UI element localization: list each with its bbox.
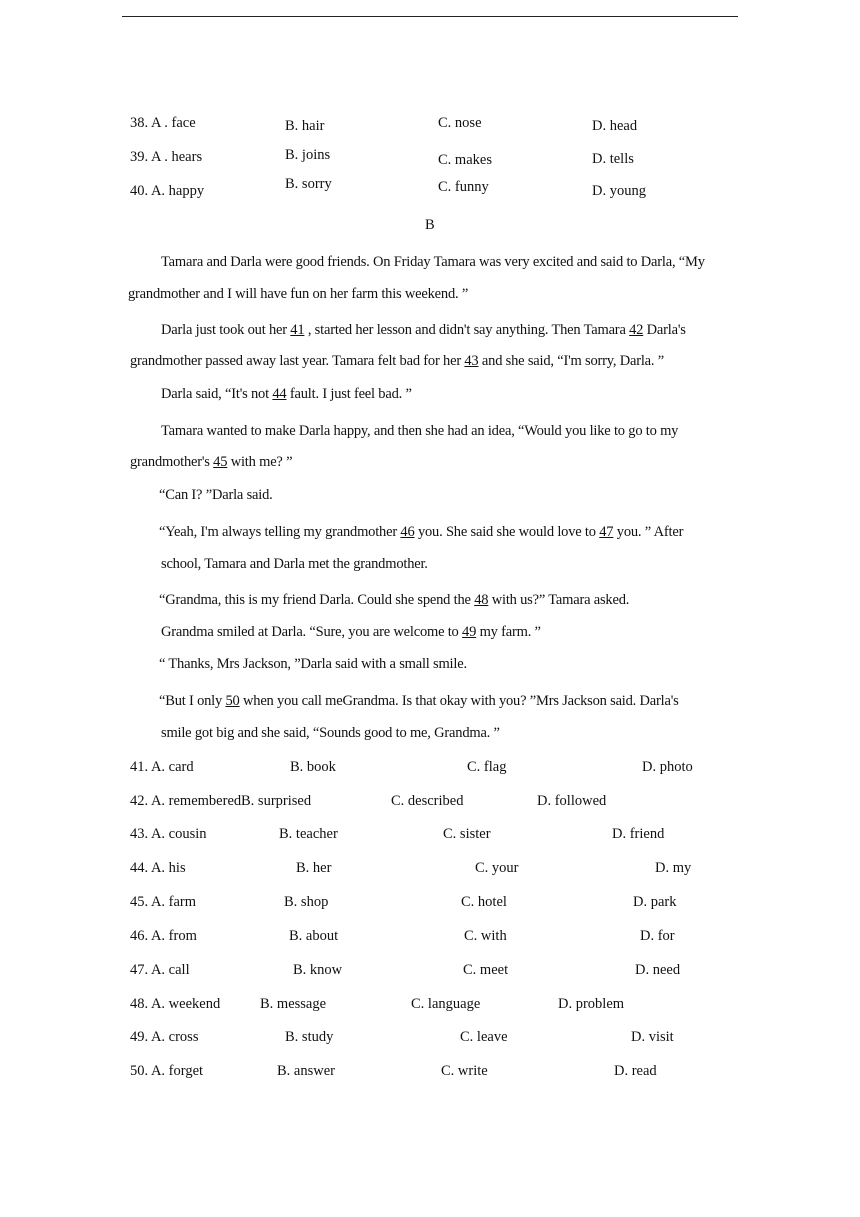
passage-line bbox=[161, 386, 412, 403]
q42-option-b: B. surprised bbox=[241, 793, 312, 809]
q38-option-b: B. hair bbox=[285, 118, 325, 134]
q48-option-a: 48. A. weekend bbox=[130, 996, 221, 1012]
passage-line: school, Tamara and Darla met the grandmother. bbox=[161, 556, 428, 572]
passage-text: when you call meGrandma. Is that okay with you? ”Mrs Jackson said. Darla's bbox=[239, 693, 679, 709]
q38-option-a: 38. A . face bbox=[130, 115, 196, 131]
q39-option-a: 39. A . hears bbox=[130, 149, 203, 165]
q46-option-d: D. for bbox=[640, 928, 675, 944]
q42-option-a: 42. A. remembered bbox=[130, 793, 242, 809]
q42-option-d: D. followed bbox=[537, 793, 607, 809]
passage-text: fault. I just feel bad. ” bbox=[286, 386, 412, 402]
q38-option-d: D. head bbox=[592, 118, 638, 134]
passage-text: Grandma smiled at Darla. “Sure, you are welcome to bbox=[161, 624, 463, 640]
passage-line: Tamara wanted to make Darla happy, and then she had an idea, “Would you like to go to my bbox=[161, 423, 679, 439]
q44-option-d: D. my bbox=[655, 860, 692, 876]
passage-text: with us?” Tamara asked. bbox=[488, 592, 630, 608]
q39-option-b: B. joins bbox=[285, 147, 331, 163]
q41-option-c: C. flag bbox=[467, 759, 507, 775]
q49-option-b: B. study bbox=[285, 1029, 334, 1045]
passage-line bbox=[159, 693, 679, 710]
q43-option-d: D. friend bbox=[612, 826, 665, 842]
q45-option-b: B. shop bbox=[284, 894, 329, 910]
section-heading: B bbox=[425, 217, 435, 233]
q47-option-b: B. know bbox=[293, 962, 343, 978]
q49-option-d: D. visit bbox=[631, 1029, 674, 1045]
q45-option-c: C. hotel bbox=[461, 894, 507, 910]
q47-option-d: D. need bbox=[635, 962, 681, 978]
q46-option-c: C. with bbox=[464, 928, 507, 944]
q40-option-c: C. funny bbox=[438, 179, 489, 195]
passage-text: grandmother's bbox=[130, 454, 214, 470]
q45-option-d: D. park bbox=[633, 894, 677, 910]
q47-option-a: 47. A. call bbox=[130, 962, 190, 978]
q46-option-b: B. about bbox=[289, 928, 339, 944]
passage-text: grandmother passed away last year. Tamara felt bad for her bbox=[130, 353, 465, 369]
q43-option-a: 43. A. cousin bbox=[130, 826, 207, 842]
q48-option-c: C. language bbox=[411, 996, 481, 1012]
q47-option-c: C. meet bbox=[463, 962, 509, 978]
q39-option-d: D. tells bbox=[592, 151, 634, 167]
q40-option-b: B. sorry bbox=[285, 176, 332, 192]
q46-option-a: 46. A. from bbox=[130, 928, 197, 944]
passage-line bbox=[130, 353, 664, 370]
passage-text: , started her lesson and didn't say anything. Then Tamara bbox=[304, 322, 630, 338]
q44-option-c: C. your bbox=[475, 860, 519, 876]
passage-text: you. She said she would love to bbox=[414, 524, 600, 540]
q42-option-c: C. described bbox=[391, 793, 464, 809]
blank-47: 47 bbox=[599, 524, 614, 540]
passage-text: “Yeah, I'm always telling my grandmother bbox=[159, 524, 401, 540]
passage-text: Darla said, “It's not bbox=[161, 386, 273, 402]
passage-line: Tamara and Darla were good friends. On Friday Tamara was very excited and said to Darla, “My bbox=[161, 254, 705, 270]
passage-text: my farm. ” bbox=[476, 624, 541, 640]
q43-option-c: C. sister bbox=[443, 826, 491, 842]
q50-option-b: B. answer bbox=[277, 1063, 335, 1079]
q43-option-b: B. teacher bbox=[279, 826, 338, 842]
passage-line bbox=[159, 524, 683, 541]
q50-option-a: 50. A. forget bbox=[130, 1063, 204, 1079]
passage-line bbox=[130, 454, 292, 471]
blank-48: 48 bbox=[474, 592, 489, 608]
q41-option-d: D. photo bbox=[642, 759, 693, 775]
q41-option-b: B. book bbox=[290, 759, 336, 775]
q49-option-c: C. leave bbox=[460, 1029, 508, 1045]
blank-49: 49 bbox=[462, 624, 477, 640]
blank-50: 50 bbox=[225, 693, 240, 709]
passage-text: you. ” After bbox=[613, 524, 684, 540]
passage-text: Darla's bbox=[643, 322, 686, 338]
blank-43: 43 bbox=[464, 353, 479, 369]
q48-option-b: B. message bbox=[260, 996, 327, 1012]
q39-option-c: C. makes bbox=[438, 152, 492, 168]
passage-line bbox=[161, 624, 541, 641]
passage-text: “Grandma, this is my friend Darla. Could she spend the bbox=[159, 592, 475, 608]
q40-option-d: D. young bbox=[592, 183, 646, 199]
passage-line bbox=[159, 592, 629, 609]
q50-option-c: C. write bbox=[441, 1063, 488, 1079]
passage-text: Darla just took out her bbox=[161, 322, 291, 338]
passage-line bbox=[161, 322, 686, 339]
q44-option-b: B. her bbox=[296, 860, 332, 876]
q48-option-d: D. problem bbox=[558, 996, 625, 1012]
passage-line: “Can I? ”Darla said. bbox=[159, 487, 273, 503]
passage-text: with me? ” bbox=[227, 454, 293, 470]
passage-line: smile got big and she said, “Sounds good to me, Grandma. ” bbox=[161, 725, 500, 741]
blank-44: 44 bbox=[272, 386, 287, 402]
q45-option-a: 45. A. farm bbox=[130, 894, 197, 910]
blank-41: 41 bbox=[290, 322, 305, 338]
q44-option-a: 44. A. his bbox=[130, 860, 186, 876]
top-rule bbox=[122, 16, 738, 17]
q50-option-d: D. read bbox=[614, 1063, 657, 1079]
passage-line: grandmother and I will have fun on her farm this weekend. ” bbox=[128, 286, 469, 302]
q49-option-a: 49. A. cross bbox=[130, 1029, 199, 1045]
q38-option-c: C. nose bbox=[438, 115, 482, 131]
passage-line: “ Thanks, Mrs Jackson, ”Darla said with a small smile. bbox=[159, 656, 467, 672]
blank-42: 42 bbox=[629, 322, 644, 338]
blank-46: 46 bbox=[400, 524, 415, 540]
blank-45: 45 bbox=[213, 454, 228, 470]
q41-option-a: 41. A. card bbox=[130, 759, 194, 775]
passage-text: “But I only bbox=[159, 693, 226, 709]
passage-text: and she said, “I'm sorry, Darla. ” bbox=[478, 353, 665, 369]
q40-option-a: 40. A. happy bbox=[130, 183, 205, 199]
